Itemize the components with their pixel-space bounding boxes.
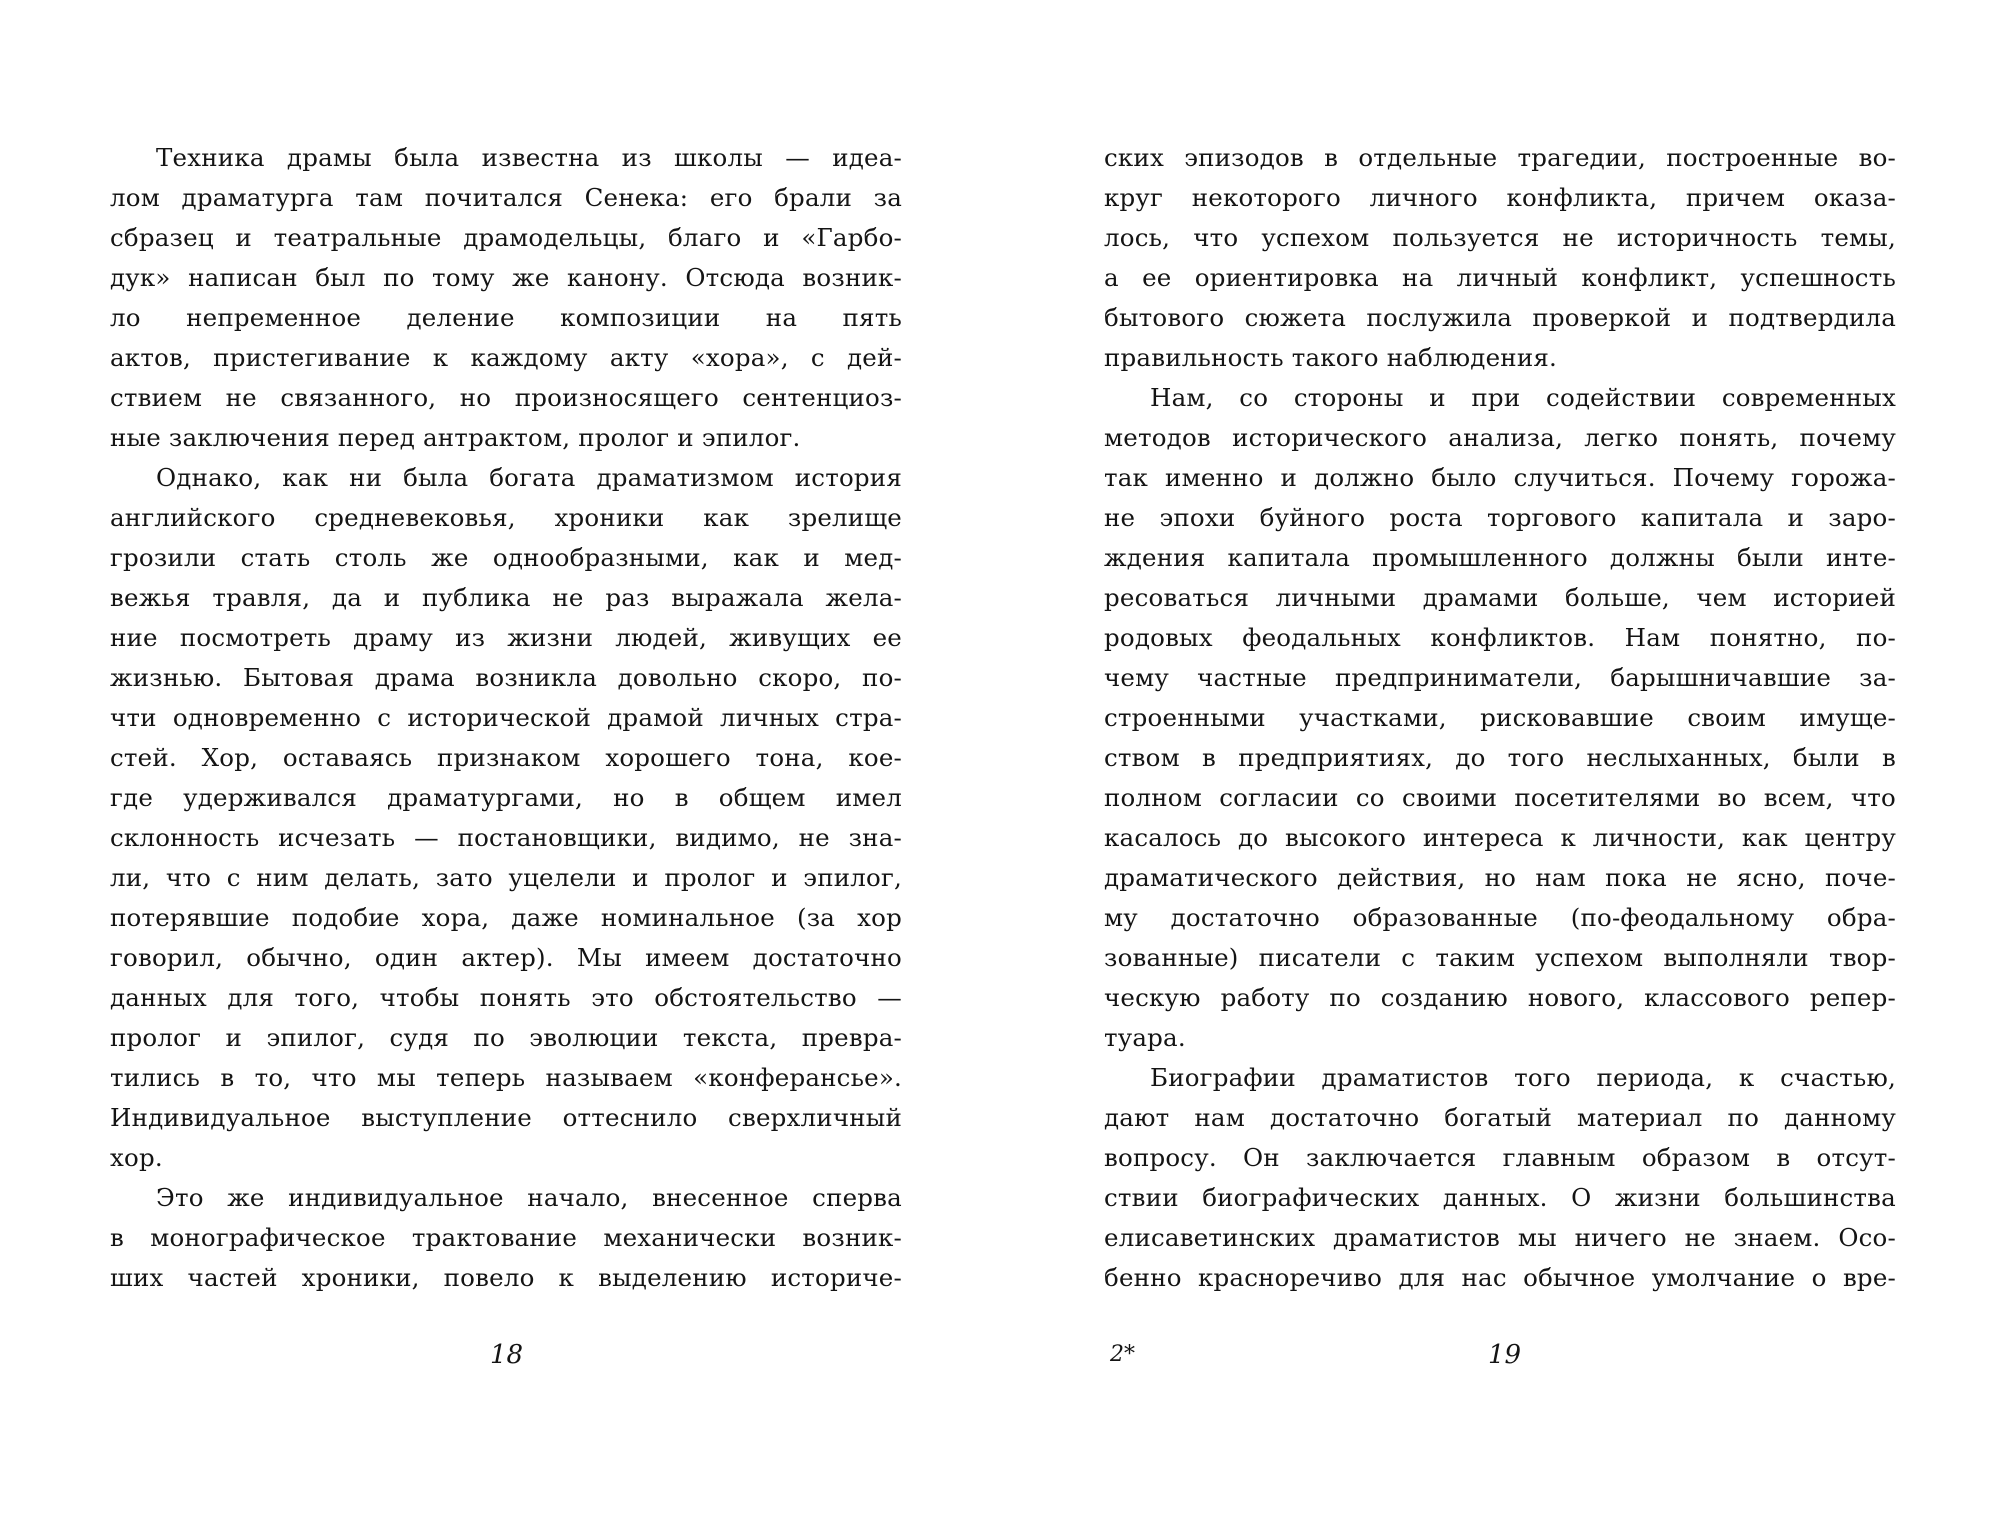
signature-mark: 2* <box>1110 1342 1135 1367</box>
right-line-12: ресоваться личными драмами больше, чем историей <box>1104 583 1896 612</box>
left-line-23: пролог и эпилог, судя по эволюции текста, превра- <box>110 1023 902 1052</box>
left-line-1: Техника драмы была известна из школы — идеа- <box>156 143 902 172</box>
left-line-9: Однако, как ни была богата драматизмом история <box>156 463 902 492</box>
right-line-10: не эпохи буйного роста торгового капитала и заро- <box>1104 503 1896 532</box>
right-line-28: елисаветинских драматистов мы ничего не знаем. Осо- <box>1104 1223 1896 1252</box>
right-line-26: вопросу. Он заключается главным образом в отсут- <box>1104 1143 1896 1172</box>
right-line-20: му достаточно образованные (по-феодальному обра- <box>1104 903 1896 932</box>
right-line-2: круг некоторого личного конфликта, причем оказа- <box>1104 183 1896 212</box>
right-line-5: бытового сюжета послужила проверкой и подтвердила <box>1104 303 1896 332</box>
right-page <box>1104 138 1896 1298</box>
right-line-1: ских эпизодов в отдельные трагедии, построенные во- <box>1104 143 1896 172</box>
page-number-right: 19 <box>1488 1340 1522 1370</box>
left-line-16: стей. Хор, оставаясь признаком хорошего тона, кое- <box>110 743 902 772</box>
right-line-17: полном согласии со своими посетителями во всем, что <box>1104 783 1896 812</box>
right-line-16: ством в предприятиях, до того неслыханных, были в <box>1104 743 1896 772</box>
left-line-14: жизнью. Бытовая драма возникла довольно скоро, по- <box>110 663 902 692</box>
left-line-20: потерявшие подобие хора, даже номинальное (за хор <box>110 903 902 932</box>
right-line-4: а ее ориентировка на личный конфликт, успешность <box>1104 263 1896 292</box>
left-line-27: Это же индивидуальное начало, внесенное сперва <box>156 1183 902 1212</box>
left-line-12: вежья травля, да и публика не раз выражала жела- <box>110 583 902 612</box>
left-line-7: ствием не связанного, но произносящего сентенциоз- <box>110 383 902 412</box>
right-line-27: ствии биографических данных. О жизни большинства <box>1104 1183 1896 1212</box>
left-line-10: английского средневековья, хроники как зрелище <box>110 503 902 532</box>
right-line-23: туара. <box>1104 1023 1186 1052</box>
left-line-8: ные заключения перед антрактом, пролог и эпилог. <box>110 423 801 452</box>
left-line-5: ло непременное деление композиции на пять <box>110 303 902 332</box>
left-line-24: тились в то, что мы теперь называем «конферансье». <box>110 1063 902 1092</box>
right-line-3: лось, что успехом пользуется не историчность темы, <box>1104 223 1896 252</box>
left-line-15: чти одновременно с исторической драмой личных стра- <box>110 703 902 732</box>
left-page <box>110 138 902 1298</box>
right-line-15: строенными участками, рисковавшие своим имуще- <box>1104 703 1896 732</box>
left-line-11: грозили стать столь же однообразными, как и мед- <box>110 543 902 572</box>
right-line-7: Нам, со стороны и при содействии современных <box>1150 383 1896 412</box>
right-line-24: Биографии драматистов того периода, к счастью, <box>1150 1063 1896 1092</box>
left-line-26: хор. <box>110 1143 163 1172</box>
right-line-19: драматического действия, но нам пока не ясно, поче- <box>1104 863 1896 892</box>
left-line-29: ших частей хроники, повело к выделению историче- <box>110 1263 902 1292</box>
left-line-4: дук» написан был по тому же канону. Отсюда возник- <box>110 263 902 292</box>
right-line-14: чему частные предприниматели, барышничавшие за- <box>1104 663 1896 692</box>
left-line-13: ние посмотреть драму из жизни людей, живущих ее <box>110 623 902 652</box>
right-line-11: ждения капитала промышленного должны были инте- <box>1104 543 1896 572</box>
left-line-19: ли, что с ним делать, зато уцелели и пролог и эпилог, <box>110 863 902 892</box>
left-line-18: склонность исчезать — постановщики, видимо, не зна- <box>110 823 902 852</box>
left-line-17: где удерживался драматургами, но в общем имел <box>110 783 902 812</box>
right-line-18: касалось до высокого интереса к личности, как центру <box>1104 823 1896 852</box>
right-line-25: дают нам достаточно богатый материал по данному <box>1104 1103 1896 1132</box>
left-line-21: говорил, обычно, один актер). Мы имеем достаточно <box>110 943 902 972</box>
right-line-13: родовых феодальных конфликтов. Нам понятно, по- <box>1104 623 1896 652</box>
right-line-9: так именно и должно было случиться. Почему горожа- <box>1104 463 1896 492</box>
right-line-29: бенно красноречиво для нас обычное умолчание о вре- <box>1104 1263 1896 1292</box>
left-line-22: данных для того, чтобы понять это обстоятельство — <box>110 983 902 1012</box>
right-line-22: ческую работу по созданию нового, классового репер- <box>1104 983 1896 1012</box>
left-line-2: лом драматурга там почитался Сенека: его брали за <box>110 183 902 212</box>
left-line-3: сбразец и театральные драмодельцы, благо и «Гарбо- <box>110 223 902 252</box>
left-line-28: в монографическое трактование механически возник- <box>110 1223 902 1252</box>
right-line-6: правильность такого наблюдения. <box>1104 343 1557 372</box>
right-line-21: зованные) писатели с таким успехом выполняли твор- <box>1104 943 1896 972</box>
left-line-25: Индивидуальное выступление оттеснило сверхличный <box>110 1103 902 1132</box>
left-line-6: актов, пристегивание к каждому акту «хора», с дей- <box>110 343 902 372</box>
right-line-8: методов исторического анализа, легко понять, почему <box>1104 423 1896 452</box>
page-number-left: 18 <box>490 1340 524 1370</box>
